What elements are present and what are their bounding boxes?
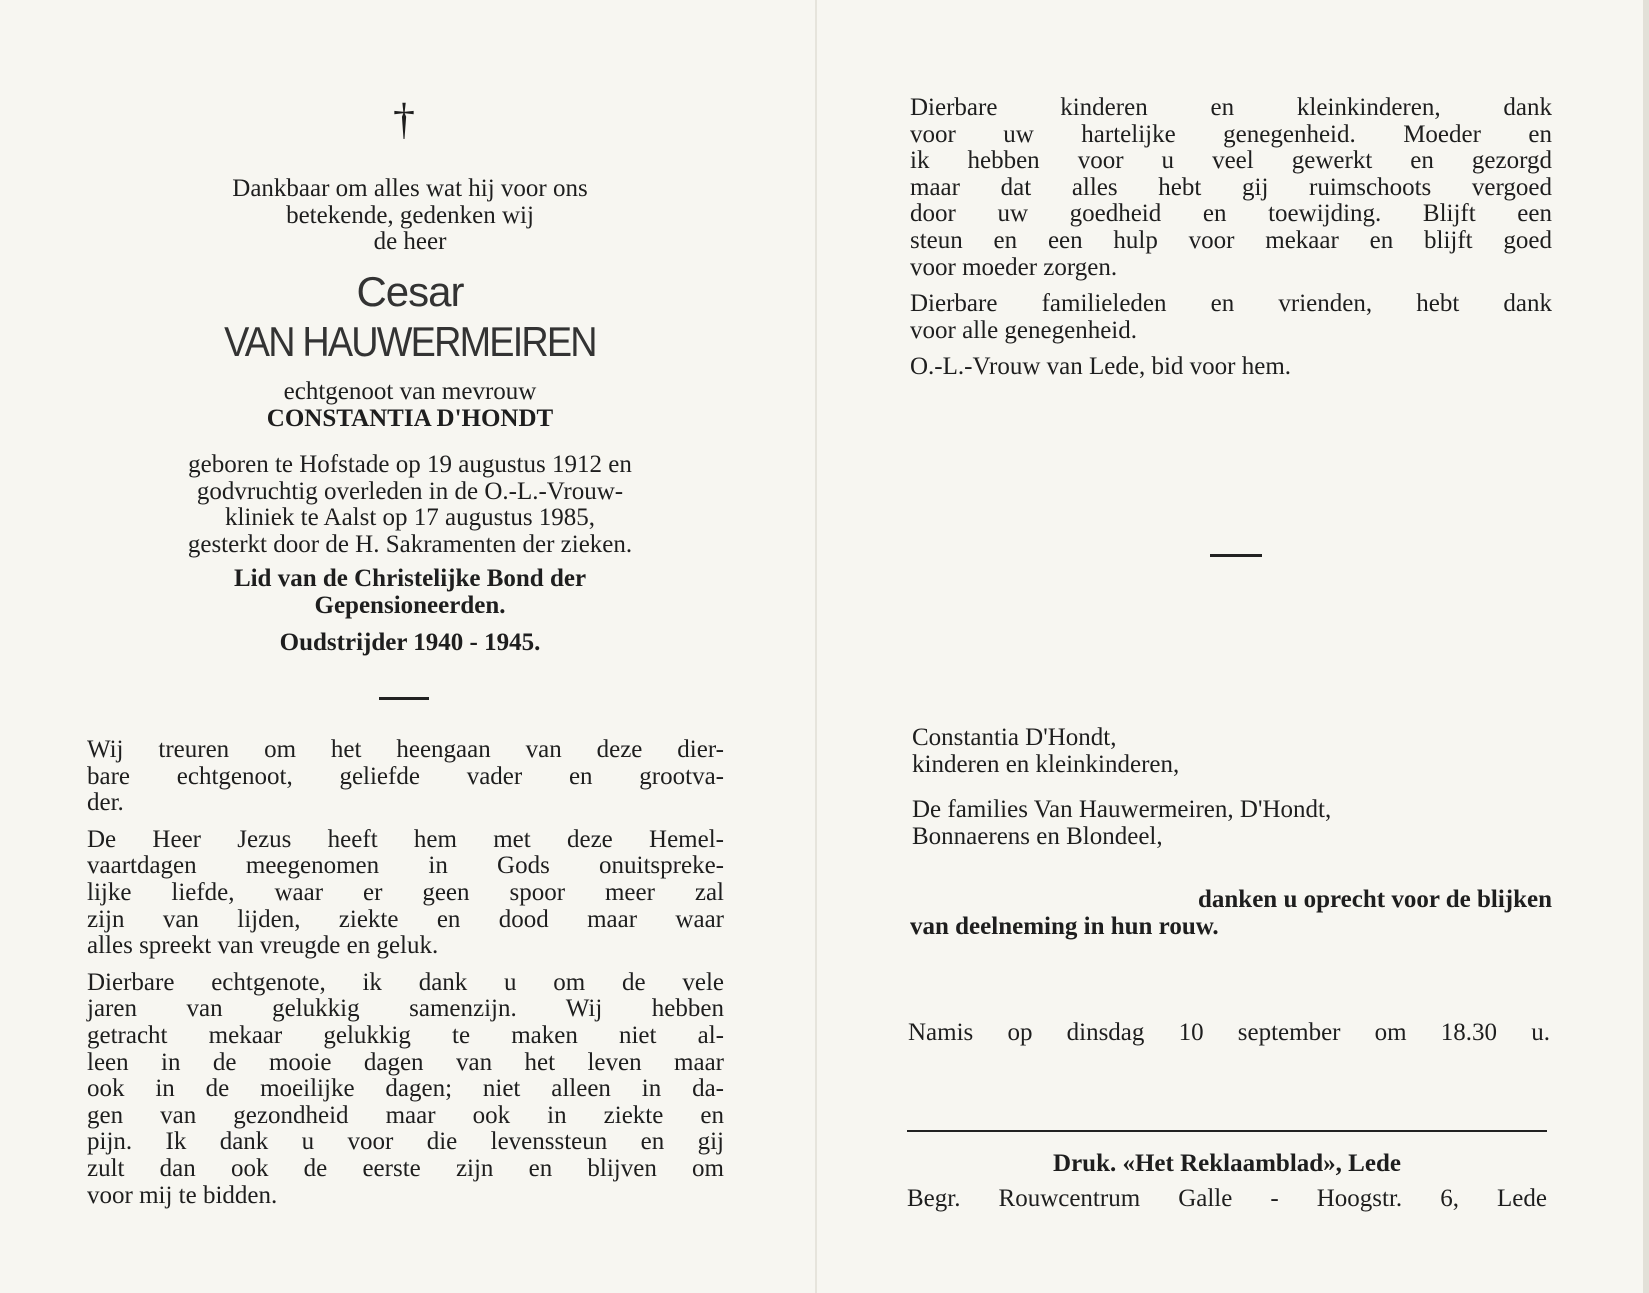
- text-line: Dierbare kinderen en kleinkinderen, dank: [910, 94, 1552, 121]
- funeral-home-text: Begr. Rouwcentrum Galle - Hoogstr. 6, Lede: [907, 1184, 1547, 1212]
- spouse-name: CONSTANTIA D'HONDT: [266, 404, 554, 432]
- text-line: zijn van lijden, ziekte en dood maar waar: [87, 905, 724, 933]
- text-line: vaartdagen meegenomen in Gods onuitspreke-: [87, 852, 724, 880]
- cross-icon: †: [393, 95, 415, 144]
- bio-text: [100, 452, 720, 558]
- text-line: alles spreekt van vreugde en geluk.: [87, 932, 439, 960]
- last-name: VAN HAUWERMEIREN: [224, 318, 596, 365]
- text-line: de heer: [373, 228, 447, 256]
- text-line: voor alle genegenheid.: [910, 316, 1137, 344]
- spouse: [0, 379, 820, 432]
- text-line: maar dat alles hebt gij ruimschoots vergoed: [910, 173, 1552, 201]
- text-line: lijke liefde, waar er geen spoor meer zal: [87, 878, 724, 906]
- text-line: der.: [87, 789, 124, 817]
- text-line: zult dan ook de eerste zijn en blijven om: [87, 1154, 724, 1182]
- text-line: De Heer Jezus heeft hem met deze Hemel-: [87, 825, 724, 853]
- text-line: geboren te Hofstade op 19 augustus 1912 en: [188, 451, 632, 478]
- text-line: getracht mekaar gelukkig te maken niet al-: [87, 1021, 724, 1049]
- text-line: gen van gezondheid maar ook in ziekte en: [87, 1101, 724, 1129]
- paragraph: [87, 737, 724, 817]
- text-line: bare echtgenoot, geliefde vader en grootva-: [87, 762, 724, 790]
- veteran-block: [0, 630, 820, 657]
- text-line: gesterkt door de H. Sakramenten der zieken.: [187, 530, 633, 558]
- families-signature: [912, 797, 1552, 850]
- left-paragraphs: [87, 737, 724, 1219]
- text-line: voor uw hartelijke genegenheid. Moeder en: [910, 120, 1552, 148]
- card-edge: [1643, 0, 1649, 1293]
- paragraph: [910, 95, 1552, 281]
- text-line: De families Van Hauwermeiren, D'Hondt,: [912, 796, 1332, 823]
- text-line: Gepensioneerden.: [314, 591, 506, 619]
- paragraph: [910, 291, 1552, 344]
- text-line: voor moeder zorgen.: [910, 253, 1118, 281]
- mass-text: Namis op dinsdag 10 september om 18.30 u.: [908, 1019, 1550, 1046]
- thanks-block: [910, 887, 1552, 940]
- thanks-line-1: danken u oprecht voor de blijken: [1197, 886, 1552, 913]
- intro-text: [0, 176, 820, 256]
- text-line: Bonnaerens en Blondeel,: [912, 822, 1163, 850]
- paragraph: [87, 827, 724, 960]
- text-line: jaren van gelukkig samenzijn. Wij hebben: [87, 995, 724, 1023]
- text-line: O.-L.-Vrouw van Lede, bid voor hem.: [910, 353, 1292, 381]
- text-line: ik hebben voor u veel gewerkt en gezorgd: [910, 147, 1552, 175]
- family-signature: [912, 725, 1552, 778]
- veteran-text: Oudstrijder 1940 - 1945.: [279, 629, 541, 656]
- mass-block: [908, 1020, 1550, 1047]
- paragraph: [910, 354, 1552, 381]
- text-line: Constantia D'Hondt,: [912, 724, 1117, 751]
- printer-text: Druk. «Het Reklaamblad», Lede: [1053, 1150, 1401, 1177]
- footer-rule: [907, 1130, 1547, 1132]
- text-line: betekende, gedenken wij: [286, 201, 534, 229]
- text-line: godvruchtig overleden in de O.-L.-Vrouw-: [196, 477, 624, 505]
- text-line: voor mij te bidden.: [87, 1181, 278, 1209]
- spouse-intro: echtgenoot van mevrouw: [283, 378, 537, 405]
- right-paragraphs: [910, 95, 1552, 391]
- paragraph: [87, 970, 724, 1209]
- text-line: steun en een hulp voor mekaar en blijft goed: [910, 226, 1552, 254]
- text-line: leen in de mooie dagen van het leven maar: [87, 1048, 724, 1076]
- text-line: Wij treuren om het heengaan van deze dier-: [87, 736, 724, 763]
- text-line: Dierbare echtgenote, ik dank u om de vele: [87, 968, 724, 996]
- text-line: kinderen en kleinkinderen,: [912, 750, 1180, 778]
- thanks-line-2: van deelneming in hun rouw.: [910, 912, 1219, 940]
- text-line: kliniek te Aalst op 17 augustus 1985,: [224, 504, 596, 532]
- divider: [379, 697, 429, 700]
- text-line: Dierbare familieleden en vrienden, hebt dank: [910, 290, 1552, 318]
- text-line: pijn. Ik dank u voor die levenssteun en gij: [87, 1128, 724, 1156]
- membership-text: [0, 566, 820, 619]
- divider: [1210, 554, 1262, 557]
- text-line: door uw goedheid en toewijding. Blijft een: [910, 200, 1552, 228]
- text-line: Lid van de Christelijke Bond der: [233, 565, 587, 592]
- first-name: Cesar: [356, 268, 464, 315]
- text-line: Dankbaar om alles wat hij voor ons: [232, 175, 588, 202]
- text-line: ook in de moeilijke dagen; niet alleen in da-: [87, 1075, 724, 1103]
- footer: [907, 1151, 1547, 1212]
